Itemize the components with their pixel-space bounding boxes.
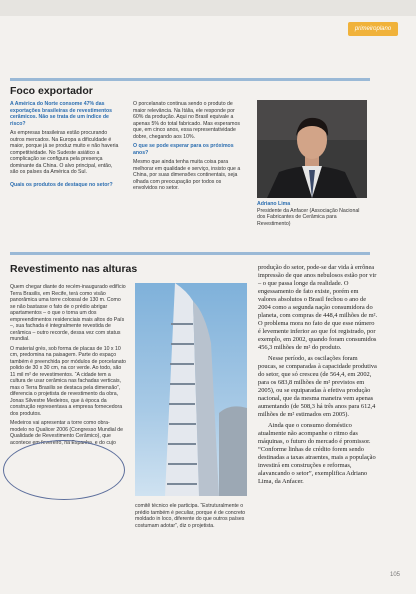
article-paragraph: produção do setor, pode-se dar vida à errônea impressão de que anos nebulosos estão por vir – o que passa longe da realidade. O engessamento de fato existe, porém em valores absolutos o Brasil fechou o ano de 2004 como a segunda nação consumidora do planeta, com compras de 448,4 milhões de m². O problema mora no fato de que esse número é levemente inferior ao que foi registrado, por exemplo, em 2002, quando foram consumidos 456,3 milhões de m² do produto.	[258, 264, 378, 351]
article-paragraph: O material grés, sob forma de placas de 10 x 10 cm, predomina na paisagem. Parte do espaço também é preenchida por módulos de porcelanato polido de 30 x 30 cm, na cor verde. Ao todo, são 11 mil m² de revestimentos. “A cidade tem a cultura de usar cerâmica nas fachadas verticais, mas o Terra Brasilis se destaca pela dimensão”, diferencia o projetista de revestimento da obra, Jonas Silvestre Medeiros, que à época da construção representava a empresa fornecedora dos produtos.	[10, 345, 126, 417]
building-photo	[135, 283, 247, 496]
section-rule-1	[10, 78, 370, 81]
question-1: A América do Norte consome 47% das exportações brasileiras de revestimentos cerâmicos. Não se trata de um índice de risco?	[10, 101, 113, 127]
section-title-foco: Foco exportador	[10, 85, 93, 97]
column-article-1	[10, 284, 126, 449]
answer-1: As empresas brasileiras estão procurando outros mercados. Na Europa a dificuldade é maior, porque já se produz muito e não haveria competitividade. No Sudeste asiático a complicação se configura pela presença dominante da China. O alvo principal, então, são os países da América do Sul.	[10, 130, 119, 175]
article-paragraph: Medeiros vai apresentar a torre como obra-modelo no Qualicer 2006 (Congresso Mundial de Qualidade de Revestimento Cerâmico), que acontece em fevereiro, na Espanha, e do cujo	[10, 420, 124, 446]
column-article-2	[135, 503, 247, 532]
portrait-photo	[257, 100, 367, 198]
section-rule-2	[10, 252, 370, 255]
answer-2: O porcelanato continua sendo o produto de maior relevância. Na Itália, ele responde por 60% da produção. Aqui no Brasil equivale a apenas 5% do total fabricado. Mas esperamos que, em cinco anos, essa representatividade dobre, chegando aos 10%.	[133, 101, 240, 140]
column-1	[10, 101, 122, 191]
caption-name: Adriano Lima	[257, 201, 291, 207]
column-2	[133, 101, 245, 195]
article-paragraph: Ainda que o consumo doméstico atualmente não acompanhe o ritmo das máquinas, o futuro do mercado é promissor. “Conforme linhas de crédito forem sendo destinadas a taxas atraentes, mais a população investirá em construções e reformas, alavancando o setor”, exemplifica Adriano Lima, da Anfacer.	[258, 422, 376, 485]
question-3: O que se pode esperar para os próximos anos?	[133, 143, 234, 156]
answer-3: Mesmo que ainda tenha muita coisa para melhorar em qualidade e serviço, insisto que a China, por suas dimensões continentais, seja olhada com preocupação por todos os envolvidos no setor.	[133, 159, 241, 191]
portrait-caption	[257, 201, 369, 227]
section-badge: primeiroplano	[348, 22, 398, 36]
article-paragraph: comitê técnico ele participa. “Estruturalmente o prédio também é peculiar, porque é de concreto moldado in loco, diferente do que outros países costumam adotar”, diz o projetista.	[135, 503, 246, 529]
article-paragraph: Nesse período, as oscilações foram poucas, se comparadas à capacidade produtiva do setor, que só cresceu (de 564,4, em 2002, para os 683,8 milhões de m² previstos em 2005), ou se equiparadas à efetiva produção nacional, que da mesma maneira vem apenas aumentando (de 508,3 há três anos para 612,4 milhões de m² estimados em 2005).	[258, 355, 377, 418]
page-number: 105	[390, 572, 401, 578]
column-article-3	[258, 264, 378, 489]
caption-role: Presidente da Anfacer (Associação Nacional dos Fabricantes de Cerâmica para Revestimento)	[257, 207, 360, 227]
question-2: Quais os produtos de destaque no setor?	[10, 181, 113, 188]
top-bar	[0, 0, 416, 16]
ink-circle-annotation	[3, 440, 125, 500]
section-title-revestimento: Revestimento nas alturas	[10, 263, 138, 275]
article-paragraph: Quem chegar diante do recém-inaugurado edifício Terra Brasilis, em Recife, terá como visão panorâmica uma torre colossal de 130 m. Como se não bastasse o fato de o prédio abrigar apartamentos – o que o torna um dos empreendimentos residenciais mais altos do País –, sua fachada é integralmente revestida de cerâmica – outro recorde, dessa vez com status mundial.	[10, 284, 126, 342]
